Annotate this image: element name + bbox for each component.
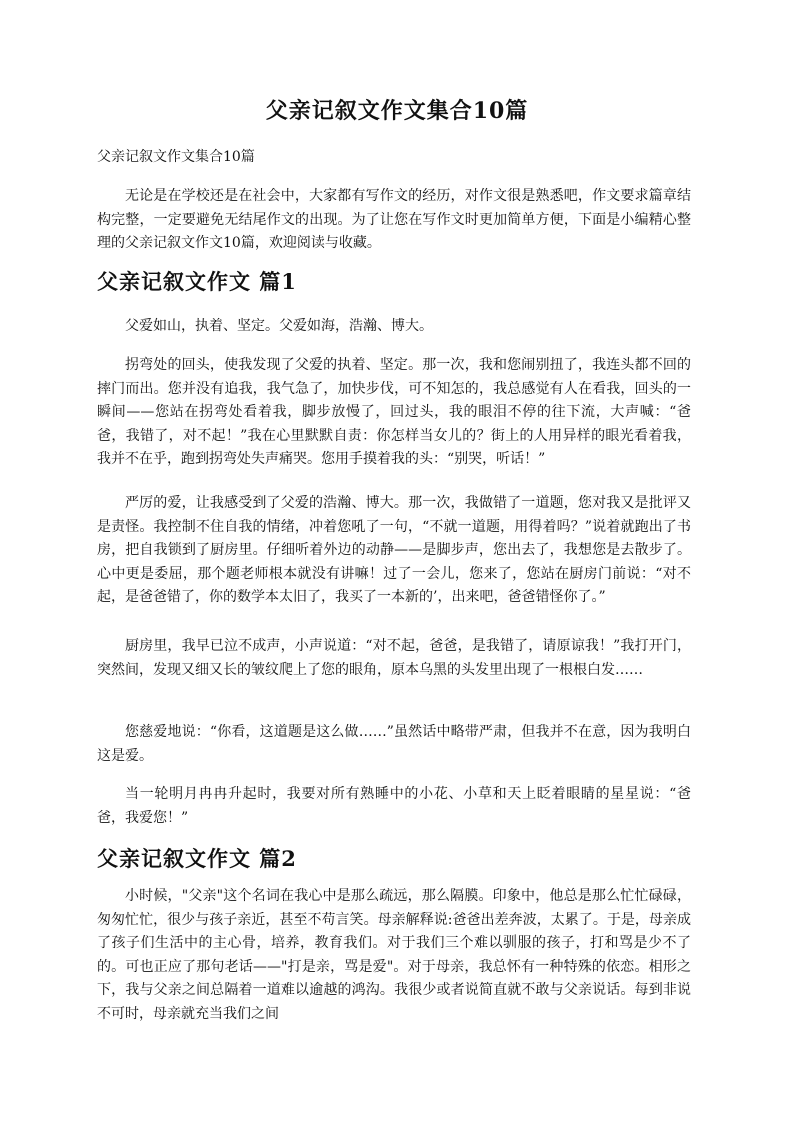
section-heading-2: 父亲记叙文作文 篇2 <box>97 846 297 871</box>
section-1-paragraph-2: 拐弯处的回头，使我发现了父爱的执着、坚定。那一次，我和您闹别扭了，我连头都不回的摔门而出。您并没有追我，我气急了，加快步伐，可不知怎的，我总感觉有人在看我，回头的一瞬间——您站在拐弯处看着我，脚步放慢了，回过头，我的眼泪不停的往下流，大声喊：“爸爸，我错了，对不起！”我在心里默默自责：你怎样当女儿的？街上的人用异样的眼光看着我，我并不在乎，跑到拐弯处失声痛哭。您用手摸着我的头：“别哭，听话！” <box>97 357 691 467</box>
intro-paragraph: 无论是在学校还是在社会中，大家都有写作文的经历，对作文很是熟悉吧，作文要求篇章结构完整，一定要避免无结尾作文的出现。为了让您在写作文时更加简单方便，下面是小编精心整理的父亲记叙文作文10篇，欢迎阅读与收藏。 <box>97 188 691 251</box>
section-1-paragraph-1: 父爱如山，执着、坚定。父爱如海，浩瀚、博大。 <box>125 318 433 334</box>
section-1-paragraph-5: 您慈爱地说：“你看，这道题是这么做……”虽然话中略带严肃，但我并不在意，因为我明白这是爱。 <box>97 724 691 764</box>
document-subtitle: 父亲记叙文作文集合10篇 <box>97 149 255 165</box>
section-1-paragraph-4: 厨房里，我早已泣不成声，小声说道：“对不起，爸爸，是我错了，请原谅我！”我打开门，突然间，发现又细又长的皱纹爬上了您的眼角，原本乌黑的头发里出现了一根根白发…… <box>97 638 691 678</box>
section-2-paragraph-1: 小时候，"父亲"这个名词在我心中是那么疏远，那么隔膜。印象中，他总是那么忙忙碌碌，匆匆忙忙，很少与孩子亲近，甚至不苟言笑。母亲解释说:爸爸出差奔波，太累了。于是，母亲成了孩子们生活中的主心骨，培养，教育我们。对于我们三个难以驯服的孩子，打和骂是少不了的。可也正应了那句老话——"打是亲，骂是爱"。对于母亲，我总怀有一种特殊的依恋。相形之下，我与父亲之间总隔着一道难以逾越的鸿沟。我很少或者说简直就不敢与父亲说话。每到非说不可时，母亲就充当我们之间 <box>97 888 691 1022</box>
section-1-paragraph-3: 严厉的爱，让我感受到了父爱的浩瀚、博大。那一次，我做错了一道题，您对我又是批评又是责怪。我控制不住自我的情绪，冲着您吼了一句，“不就一道题，用得着吗？”说着就跑出了书房，把自我锁到了厨房里。仔细听着外边的动静——是脚步声，您出去了，我想您是去散步了。心中更是委屈，那个题老师根本就没有讲嘛！过了一会儿，您来了，您站在厨房门前说：“对不起，是爸爸错了，你的数学本太旧了，我买了一本新的’，出来吧，爸爸错怪你了。” <box>97 495 691 605</box>
section-heading-1: 父亲记叙文作文 篇1 <box>97 269 297 294</box>
document-title: 父亲记叙文作文集合10篇 <box>265 98 529 124</box>
section-1-paragraph-6: 当一轮明月冉冉升起时，我要对所有熟睡中的小花、小草和天上眨着眼睛的星星说：“爸爸，我爱您！” <box>97 786 691 826</box>
